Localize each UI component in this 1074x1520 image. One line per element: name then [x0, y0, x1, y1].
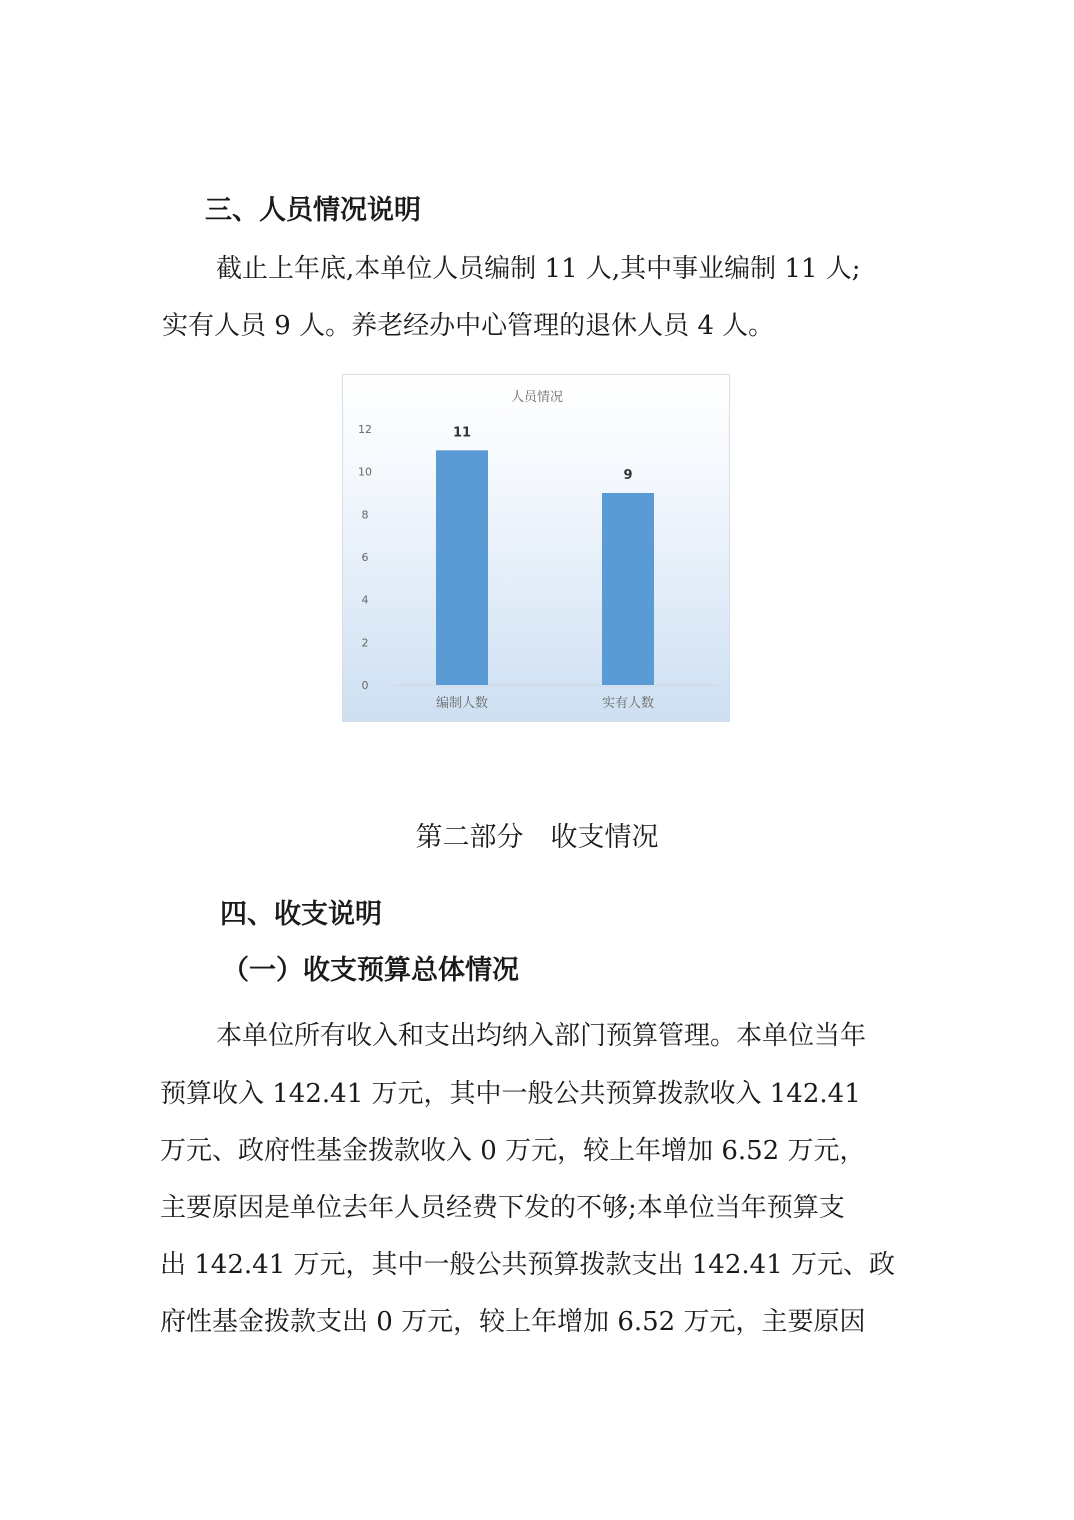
y-tick-label: 2 — [361, 636, 369, 650]
y-tick-label: 6 — [361, 551, 369, 564]
y-tick-label: 12 — [358, 423, 372, 436]
section3-para-line1: 截止上年底,本单位人员编制 11 人,其中事业编制 11 人; — [216, 254, 861, 284]
x-category-label: 实有人数 — [601, 696, 655, 711]
staff-chart — [342, 374, 730, 722]
section3-para-line2: 实有人员 9 人。养老经办中心管理的退休人员 4 人。 — [162, 311, 775, 341]
chart-title: 人员情况 — [510, 390, 564, 405]
bar-data-label: 9 — [623, 468, 633, 483]
section4-line-5: 出 142.41 万元，其中一般公共预算拨款支出 142.41 万元、政 — [160, 1250, 896, 1280]
bar-actual-staff — [602, 493, 654, 685]
y-tick-label: 4 — [361, 593, 369, 607]
section4-line-3: 万元、政府性基金拨款收入 0 万元，较上年增加 6.52 万元， — [160, 1136, 866, 1166]
section4-line-6: 府性基金拨款支出 0 万元，较上年增加 6.52 万元，主要原因 — [160, 1307, 866, 1337]
staff-chart-svg — [343, 375, 731, 723]
bar-data-label: 11 — [452, 425, 472, 441]
section4-line-2: 预算收入 142.41 万元，其中一般公共预算拨款收入 142.41 — [160, 1079, 861, 1109]
section4-line-1: 本单位所有收入和支出均纳入部门预算管理。本单位当年 — [216, 1021, 867, 1051]
y-tick-label: 10 — [358, 465, 372, 479]
section3-heading: 三、人员情况说明 — [205, 195, 421, 226]
section4-line-4: 主要原因是单位去年人员经费下发的不够;本单位当年预算支 — [160, 1193, 845, 1223]
x-category-label: 编制人数 — [435, 696, 489, 711]
section4-heading: 四、收支说明 — [220, 899, 382, 930]
y-tick-label: 8 — [361, 508, 369, 522]
y-tick-label: 0 — [361, 679, 369, 692]
section4-subheading: （一）收支预算总体情况 — [222, 955, 519, 986]
part2-title: 第二部分 收支情况 — [415, 822, 659, 853]
bar-authorized-staff — [436, 450, 488, 685]
